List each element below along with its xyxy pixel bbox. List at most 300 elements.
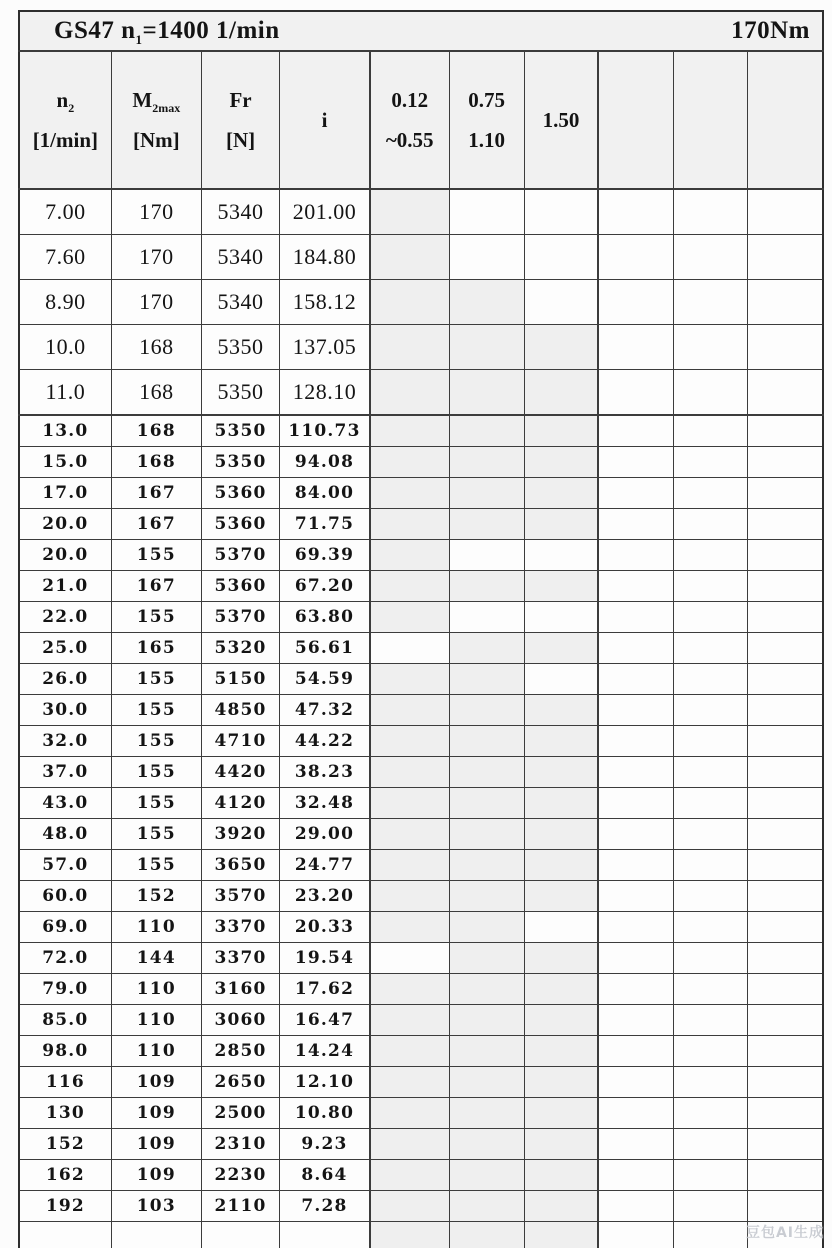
- table-row: [19, 540, 823, 571]
- cell-m2max: 168: [111, 447, 201, 478]
- cell-blank: [598, 695, 673, 726]
- table-row: [19, 325, 823, 370]
- cell-blank: [674, 695, 748, 726]
- cell-i: 17.62: [280, 974, 370, 1005]
- cell-n2: 43.0: [19, 788, 111, 819]
- cell-power-band-2: [449, 788, 524, 819]
- cell-fr: 2230: [201, 1160, 279, 1191]
- cell-blank: [748, 509, 823, 540]
- cell-power-band-1: [370, 1160, 449, 1191]
- cell-blank: [748, 540, 823, 571]
- cell-power-band-1: [370, 1129, 449, 1160]
- cell-blank: [748, 602, 823, 633]
- cell-blank: [748, 726, 823, 757]
- cell-m2max: 168: [111, 370, 201, 416]
- cell-power-band-1: [370, 819, 449, 850]
- cell-blank: [674, 447, 748, 478]
- cell-blank: [674, 280, 748, 325]
- cell-i: 184.80: [280, 235, 370, 280]
- cell-blank: [598, 664, 673, 695]
- cell-n2: 32.0: [19, 726, 111, 757]
- cell-power-band-2: [449, 571, 524, 602]
- cell-blank: [674, 726, 748, 757]
- cell-blank: [748, 695, 823, 726]
- cell-power-band-2: [449, 943, 524, 974]
- cell-blank: [674, 189, 748, 235]
- cell-fr: 5370: [201, 602, 279, 633]
- table-row: [19, 509, 823, 540]
- cell-power-band-3: [524, 478, 598, 509]
- cell-fr: 4420: [201, 757, 279, 788]
- column-header-m2max: $M_{2max}$ [Nm]: [111, 51, 201, 189]
- cell-i: 63.80: [280, 602, 370, 633]
- cell-power-band-2: [449, 757, 524, 788]
- cell-power-band-3: [524, 664, 598, 695]
- cell-m2max: 155: [111, 540, 201, 571]
- cell-power-band-1: [370, 540, 449, 571]
- cell-power-band-2: [449, 726, 524, 757]
- cell-blank: [674, 325, 748, 370]
- column-header-fr: Fr [N]: [201, 51, 279, 189]
- cell-n2: 85.0: [19, 1005, 111, 1036]
- cell-fr: 4120: [201, 788, 279, 819]
- table-row: [19, 850, 823, 881]
- cell-blank: [598, 280, 673, 325]
- cell-i: 69.39: [280, 540, 370, 571]
- cell-n2: 15.0: [19, 447, 111, 478]
- cell-blank: [674, 633, 748, 664]
- cell-blank: [748, 943, 823, 974]
- cell-blank: [748, 280, 823, 325]
- cell-power-band-2: [449, 325, 524, 370]
- cell-m2max: 155: [111, 602, 201, 633]
- cell-blank: [674, 540, 748, 571]
- cell-power-band-2: [449, 664, 524, 695]
- cell-fr: 2500: [201, 1098, 279, 1129]
- cell-power-band-1: [370, 280, 449, 325]
- cell-power-band-1: [370, 1222, 449, 1248]
- cell-power-band-1: [370, 447, 449, 478]
- cell-blank: [748, 1098, 823, 1129]
- cell-i: 12.10: [280, 1067, 370, 1098]
- cell-m2max: 110: [111, 1005, 201, 1036]
- cell-i: 56.61: [280, 633, 370, 664]
- cell-blank: [748, 235, 823, 280]
- cell-fr: 2310: [201, 1129, 279, 1160]
- cell-m2max: 168: [111, 415, 201, 447]
- cell-n2: 30.0: [19, 695, 111, 726]
- cell-m2max: 110: [111, 974, 201, 1005]
- cell-blank: [674, 571, 748, 602]
- cell-i: 16.47: [280, 1005, 370, 1036]
- cell-blank: [748, 1005, 823, 1036]
- cell-n2: 26.0: [19, 664, 111, 695]
- cell-power-band-3: [524, 1005, 598, 1036]
- column-header-i: i: [280, 51, 370, 189]
- cell-i: 19.54: [280, 943, 370, 974]
- table-row: [19, 478, 823, 509]
- cell-blank: [748, 415, 823, 447]
- ai-watermark: 豆包AI生成: [745, 1225, 824, 1241]
- cell-n2: 162: [19, 1160, 111, 1191]
- cell-blank: [598, 370, 673, 416]
- cell-n2: 11.0: [19, 370, 111, 416]
- title-cell: [19, 11, 823, 51]
- table-row: [19, 1098, 823, 1129]
- cell-i: 47.32: [280, 695, 370, 726]
- cell-power-band-1: [370, 189, 449, 235]
- cell-m2max: 170: [111, 280, 201, 325]
- cell-blank: [598, 1067, 673, 1098]
- cell-i: 128.10: [280, 370, 370, 416]
- cell-power-band-2: [449, 819, 524, 850]
- table-row: [19, 974, 823, 1005]
- cell-n2: 79.0: [19, 974, 111, 1005]
- cell-blank: [598, 974, 673, 1005]
- cell-power-band-2: [449, 1067, 524, 1098]
- cell-power-band-1: [370, 974, 449, 1005]
- cell-blank: [748, 1129, 823, 1160]
- cell-blank: [674, 1222, 748, 1248]
- cell-power-band-3: [524, 370, 598, 416]
- cell-blank: [674, 943, 748, 974]
- table-row: [19, 602, 823, 633]
- cell-blank: [674, 1098, 748, 1129]
- cell-power-band-2: [449, 415, 524, 447]
- cell-power-band-1: [370, 325, 449, 370]
- cell-power-band-2: [449, 370, 524, 416]
- cell-power-band-2: [449, 280, 524, 325]
- cell-power-band-2: [449, 189, 524, 235]
- table-row: [19, 235, 823, 280]
- cell-power-band-3: [524, 571, 598, 602]
- cell-power-band-3: [524, 1222, 598, 1248]
- cell-n2: 69.0: [19, 912, 111, 943]
- column-header-blank-1: [598, 51, 673, 189]
- table-row: [19, 912, 823, 943]
- cell-blank: [598, 850, 673, 881]
- cell-power-band-1: [370, 912, 449, 943]
- cell-m2max: 155: [111, 757, 201, 788]
- table-row: [19, 819, 823, 850]
- cell-blank: [674, 370, 748, 416]
- cell-n2: 37.0: [19, 757, 111, 788]
- cell-m2max: 167: [111, 478, 201, 509]
- cell-power-band-3: [524, 819, 598, 850]
- table-row: [19, 664, 823, 695]
- cell-i: 38.23: [280, 757, 370, 788]
- cell-blank: [598, 819, 673, 850]
- cell-fr: 5350: [201, 370, 279, 416]
- cell-power-band-3: [524, 1067, 598, 1098]
- torque-rating: 170Nm: [731, 17, 810, 44]
- cell-fr: 5350: [201, 325, 279, 370]
- cell-power-band-3: [524, 280, 598, 325]
- cell-n2: 10.0: [19, 325, 111, 370]
- cell-blank: [748, 974, 823, 1005]
- cell-power-band-1: [370, 757, 449, 788]
- cell-power-band-2: [449, 912, 524, 943]
- cell-m2max: 170: [111, 235, 201, 280]
- cell-i: [280, 1222, 370, 1248]
- cell-power-band-2: [449, 1005, 524, 1036]
- cell-m2max: 103: [111, 1191, 201, 1222]
- cell-blank: [748, 447, 823, 478]
- cell-n2: 7.60: [19, 235, 111, 280]
- table-row: [19, 633, 823, 664]
- cell-power-band-1: [370, 1036, 449, 1067]
- cell-fr: 5150: [201, 664, 279, 695]
- cell-power-band-3: [524, 325, 598, 370]
- cell-m2max: 110: [111, 912, 201, 943]
- cell-power-band-1: [370, 571, 449, 602]
- cell-m2max: 170: [111, 189, 201, 235]
- cell-i: 158.12: [280, 280, 370, 325]
- column-header-blank-3: [748, 51, 823, 189]
- table-row: [19, 11, 823, 51]
- cell-m2max: 167: [111, 571, 201, 602]
- cell-n2: 8.90: [19, 280, 111, 325]
- table-row: [19, 1005, 823, 1036]
- cell-blank: [674, 1129, 748, 1160]
- cell-blank: [674, 1005, 748, 1036]
- cell-i: 137.05: [280, 325, 370, 370]
- cell-power-band-1: [370, 370, 449, 416]
- cell-n2: [19, 1222, 111, 1248]
- cell-i: 67.20: [280, 571, 370, 602]
- cell-power-band-3: [524, 602, 598, 633]
- cell-fr: 5340: [201, 280, 279, 325]
- cell-n2: 57.0: [19, 850, 111, 881]
- cell-blank: [748, 1067, 823, 1098]
- cell-power-band-1: [370, 1067, 449, 1098]
- cell-power-band-2: [449, 447, 524, 478]
- cell-power-band-2: [449, 478, 524, 509]
- cell-power-band-1: [370, 235, 449, 280]
- cell-power-band-3: [524, 509, 598, 540]
- cell-power-band-1: [370, 664, 449, 695]
- cell-i: 10.80: [280, 1098, 370, 1129]
- cell-power-band-2: [449, 850, 524, 881]
- cell-i: 9.23: [280, 1129, 370, 1160]
- cell-power-band-2: [449, 1222, 524, 1248]
- subscript: 1: [135, 32, 143, 47]
- cell-fr: 3370: [201, 943, 279, 974]
- cell-blank: [748, 912, 823, 943]
- cell-n2: 192: [19, 1191, 111, 1222]
- cell-blank: [598, 943, 673, 974]
- cell-fr: 5340: [201, 189, 279, 235]
- cell-blank: [598, 757, 673, 788]
- table-row: [19, 881, 823, 912]
- cell-blank: [598, 189, 673, 235]
- cell-m2max: 155: [111, 664, 201, 695]
- cell-m2max: 155: [111, 819, 201, 850]
- cell-power-band-1: [370, 1005, 449, 1036]
- table-row: [19, 1222, 823, 1248]
- cell-blank: [674, 509, 748, 540]
- table-row: [19, 726, 823, 757]
- cell-power-band-3: [524, 1191, 598, 1222]
- cell-power-band-2: [449, 509, 524, 540]
- cell-power-band-2: [449, 633, 524, 664]
- cell-power-band-2: [449, 602, 524, 633]
- cell-power-band-1: [370, 602, 449, 633]
- cell-blank: [598, 509, 673, 540]
- cell-n2: 17.0: [19, 478, 111, 509]
- table-row: [19, 415, 823, 447]
- cell-m2max: 155: [111, 788, 201, 819]
- cell-m2max: 167: [111, 509, 201, 540]
- cell-blank: [598, 602, 673, 633]
- cell-power-band-2: [449, 1129, 524, 1160]
- cell-power-band-3: [524, 1129, 598, 1160]
- cell-blank: [674, 478, 748, 509]
- cell-fr: [201, 1222, 279, 1248]
- cell-n2: 25.0: [19, 633, 111, 664]
- cell-i: 23.20: [280, 881, 370, 912]
- cell-power-band-2: [449, 1098, 524, 1129]
- cell-blank: [598, 447, 673, 478]
- cell-power-band-3: [524, 1160, 598, 1191]
- cell-m2max: 155: [111, 695, 201, 726]
- table-row: [19, 51, 823, 189]
- column-header-band-1: 0.12 ~0.55: [370, 51, 449, 189]
- column-header-band-3: 1.50: [524, 51, 598, 189]
- cell-power-band-1: [370, 726, 449, 757]
- cell-blank: [598, 571, 673, 602]
- cell-blank: [674, 664, 748, 695]
- cell-fr: 3650: [201, 850, 279, 881]
- cell-m2max: 155: [111, 726, 201, 757]
- cell-power-band-2: [449, 1036, 524, 1067]
- cell-n2: 7.00: [19, 189, 111, 235]
- cell-blank: [674, 788, 748, 819]
- cell-power-band-2: [449, 540, 524, 571]
- cell-power-band-3: [524, 189, 598, 235]
- cell-power-band-3: [524, 415, 598, 447]
- cell-fr: 3570: [201, 881, 279, 912]
- cell-blank: [598, 1005, 673, 1036]
- cell-fr: 5320: [201, 633, 279, 664]
- cell-power-band-3: [524, 881, 598, 912]
- cell-blank: [748, 788, 823, 819]
- cell-i: 94.08: [280, 447, 370, 478]
- cell-blank: [598, 478, 673, 509]
- cell-fr: 2110: [201, 1191, 279, 1222]
- cell-power-band-3: [524, 695, 598, 726]
- table-row: [19, 189, 823, 235]
- cell-power-band-3: [524, 1098, 598, 1129]
- column-header-blank-2: [674, 51, 748, 189]
- cell-power-band-1: [370, 509, 449, 540]
- table-row: [19, 757, 823, 788]
- cell-n2: 152: [19, 1129, 111, 1160]
- cell-fr: 5360: [201, 509, 279, 540]
- cell-power-band-1: [370, 943, 449, 974]
- cell-power-band-2: [449, 695, 524, 726]
- cell-power-band-3: [524, 912, 598, 943]
- cell-power-band-3: [524, 1036, 598, 1067]
- table-row: [19, 1160, 823, 1191]
- cell-blank: [748, 1036, 823, 1067]
- cell-power-band-2: [449, 881, 524, 912]
- cell-blank: [674, 1036, 748, 1067]
- cell-power-band-3: [524, 757, 598, 788]
- cell-power-band-3: [524, 943, 598, 974]
- cell-blank: [674, 912, 748, 943]
- cell-power-band-1: [370, 478, 449, 509]
- cell-power-band-3: [524, 726, 598, 757]
- cell-i: 24.77: [280, 850, 370, 881]
- cell-blank: [748, 850, 823, 881]
- cell-n2: 48.0: [19, 819, 111, 850]
- cell-i: 20.33: [280, 912, 370, 943]
- cell-m2max: 109: [111, 1129, 201, 1160]
- cell-i: 84.00: [280, 478, 370, 509]
- cell-blank: [598, 912, 673, 943]
- column-header-band-2: 0.75 1.10: [449, 51, 524, 189]
- cell-fr: 2650: [201, 1067, 279, 1098]
- table-row: [19, 1036, 823, 1067]
- cell-blank: [598, 1160, 673, 1191]
- cell-n2: 130: [19, 1098, 111, 1129]
- table-row: [19, 943, 823, 974]
- cell-power-band-2: [449, 235, 524, 280]
- cell-blank: [674, 850, 748, 881]
- cell-m2max: 144: [111, 943, 201, 974]
- table-row: [19, 788, 823, 819]
- cell-m2max: 110: [111, 1036, 201, 1067]
- table-row: [19, 1129, 823, 1160]
- cell-i: 110.73: [280, 415, 370, 447]
- cell-blank: [598, 633, 673, 664]
- cell-power-band-1: [370, 850, 449, 881]
- cell-blank: [748, 478, 823, 509]
- cell-blank: [674, 1160, 748, 1191]
- cell-blank: [748, 1160, 823, 1191]
- cell-blank: [748, 189, 823, 235]
- cell-blank: [674, 881, 748, 912]
- cell-power-band-2: [449, 1160, 524, 1191]
- table-row: [19, 571, 823, 602]
- cell-n2: 60.0: [19, 881, 111, 912]
- cell-blank: [674, 415, 748, 447]
- cell-fr: 5360: [201, 571, 279, 602]
- cell-n2: 98.0: [19, 1036, 111, 1067]
- cell-blank: [598, 881, 673, 912]
- cell-blank: [748, 370, 823, 416]
- cell-fr: 4710: [201, 726, 279, 757]
- cell-m2max: 155: [111, 850, 201, 881]
- cell-power-band-3: [524, 540, 598, 571]
- cell-blank: [598, 540, 673, 571]
- cell-blank: [598, 726, 673, 757]
- cell-blank: [748, 664, 823, 695]
- cell-n2: 20.0: [19, 540, 111, 571]
- cell-n2: 13.0: [19, 415, 111, 447]
- cell-i: 44.22: [280, 726, 370, 757]
- cell-n2: 22.0: [19, 602, 111, 633]
- cell-m2max: [111, 1222, 201, 1248]
- cell-blank: [748, 819, 823, 850]
- cell-blank: [598, 1036, 673, 1067]
- table-row: [19, 280, 823, 325]
- cell-i: 29.00: [280, 819, 370, 850]
- series-title: GS47 $n_1=1400$ 1/min: [54, 17, 280, 47]
- table-row: [19, 1191, 823, 1222]
- cell-blank: [748, 757, 823, 788]
